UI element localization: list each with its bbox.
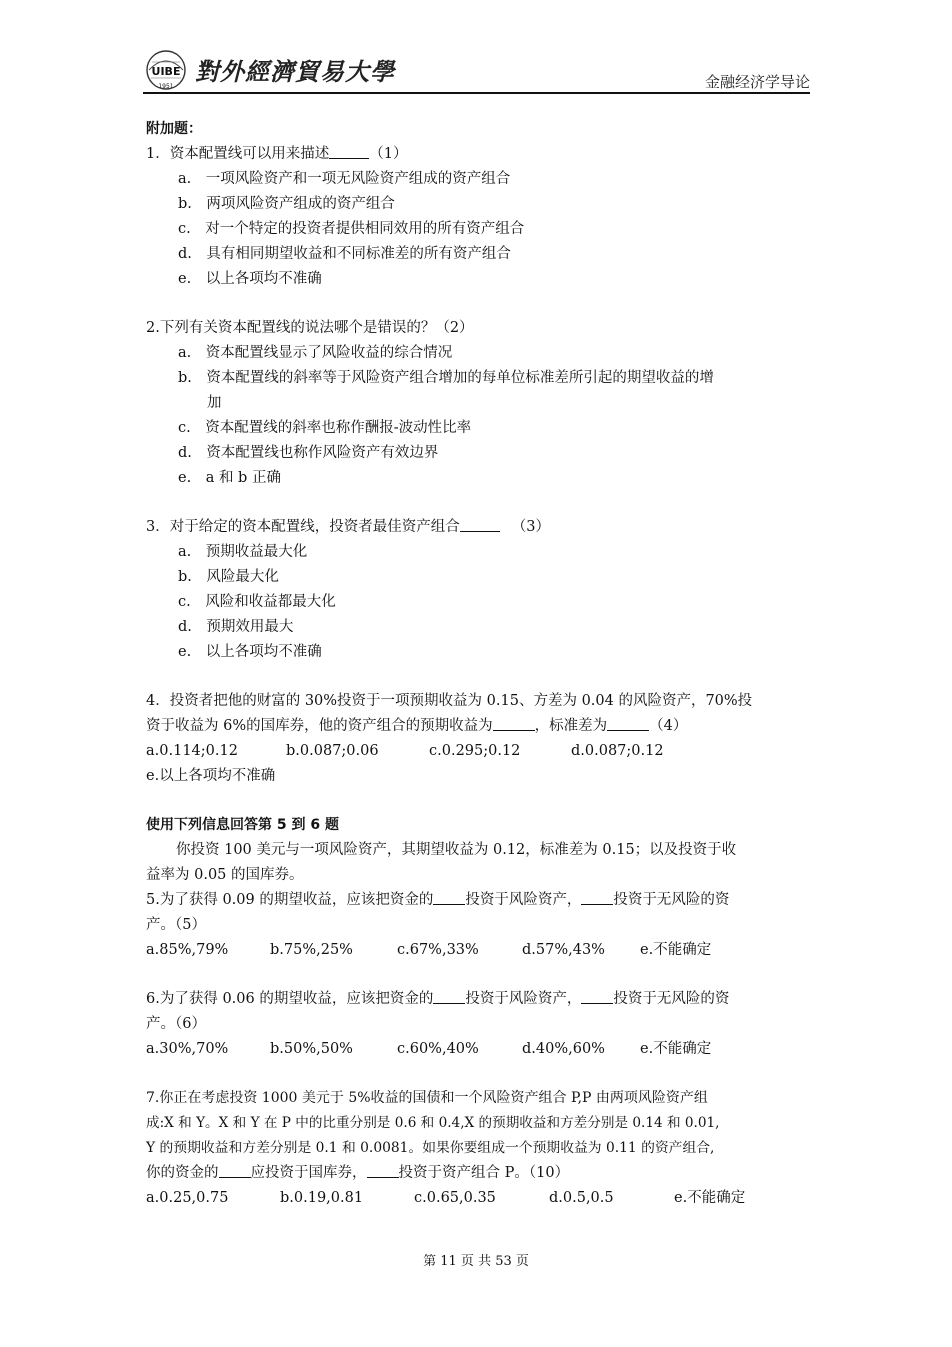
q6-choices bbox=[146, 1037, 810, 1062]
question-5-line1: 5.为了获得 0.09 的期望收益，应该把资金的 投资于风险资产， 投资于无风险的资 bbox=[146, 892, 730, 908]
q5-choice-b: b.75%,25% bbox=[270, 942, 353, 958]
q2-option-d: d. 资本配置线也称作风险资产有效边界 bbox=[178, 445, 439, 461]
q1-option-c: c. 对一个特定的投资者提供相同效用的所有资产组合 bbox=[178, 221, 525, 237]
q6-choice-e: e.不能确定 bbox=[640, 1041, 712, 1057]
university-name: 對外經濟貿易大學 bbox=[195, 57, 395, 86]
q6-choice-c: c.60%,40% bbox=[397, 1041, 479, 1057]
page-header bbox=[143, 38, 810, 94]
section-title: 附加题： bbox=[146, 121, 202, 137]
q7-choice-d: d.0.5,0.5 bbox=[549, 1190, 614, 1206]
question-7-line1: 7.你正在考虑投资 1000 美元于 5%收益的国债和一个风险资产组合 P,P 由两项风险资产组 bbox=[146, 1090, 708, 1106]
question-7-line2: 成:X 和 Y。X 和 Y 在 P 中的比重分别是 0.6 和 0.4,X 的预期收益和方差分别是 0.14 和 0.01, bbox=[146, 1115, 720, 1131]
logo-year: 1951 bbox=[158, 83, 174, 90]
q5-choice-d: d.57%,43% bbox=[522, 942, 605, 958]
info-line2: 益率为 0.05 的国库券。 bbox=[146, 867, 304, 883]
q3-option-b: b. 风险最大化 bbox=[178, 569, 279, 585]
q2-option-c: c. 资本配置线的斜率也称作酬报-波动性比率 bbox=[178, 420, 472, 436]
question-5-line2: 产。（5） bbox=[146, 917, 206, 933]
q3-option-e: e. 以上各项均不准确 bbox=[178, 644, 322, 660]
q1-option-a: a. 一项风险资产和一项无风险资产组成的资产组合 bbox=[178, 171, 511, 187]
q4-choice-a: a.0.114;0.12 bbox=[146, 743, 238, 759]
question-3-stem: 3．对于给定的资本配置线，投资者最佳资产组合 （3） bbox=[146, 519, 550, 535]
question-2-stem: 2.下列有关资本配置线的说法哪个是错误的？（2） bbox=[146, 320, 474, 336]
q5-choice-e: e.不能确定 bbox=[640, 942, 712, 958]
q5-choices bbox=[146, 938, 810, 963]
q2-option-e: e. a 和 b 正确 bbox=[178, 470, 281, 486]
q4-choice-c: c.0.295;0.12 bbox=[429, 743, 521, 759]
answer-blank bbox=[367, 1163, 399, 1178]
q1-option-e: e. 以上各项均不准确 bbox=[178, 271, 322, 287]
q2-option-b: b. 资本配置线的斜率等于风险资产组合增加的每单位标准差所引起的期望收益的增 bbox=[178, 370, 714, 386]
answer-blank bbox=[493, 716, 535, 731]
q6-choice-b: b.50%,50% bbox=[270, 1041, 353, 1057]
page-content bbox=[146, 117, 810, 1211]
logo-text: UIBE bbox=[151, 65, 181, 78]
answer-blank bbox=[329, 144, 369, 159]
question-6-line1: 6.为了获得 0.06 的期望收益，应该把资金的 投资于风险资产， 投资于无风险的资 bbox=[146, 991, 730, 1007]
q2-option-a: a. 资本配置线显示了风险收益的综合情况 bbox=[178, 345, 453, 361]
question-7-line3: Y 的预期收益和方差分别是 0.1 和 0.0081。如果你要组成一个预期收益为 0.11 的资产组合, bbox=[146, 1140, 715, 1156]
question-4-line2: 资于收益为 6%的国库券，他的资产组合的预期收益为 ，标准差为 （4） bbox=[146, 718, 688, 734]
q2-option-b-cont: 加 bbox=[207, 395, 222, 411]
info-title: 使用下列信息回答第 5 到 6 题 bbox=[146, 817, 339, 833]
answer-blank bbox=[433, 989, 465, 1004]
q5-choice-c: c.67%,33% bbox=[397, 942, 479, 958]
question-6-line2: 产。（6） bbox=[146, 1016, 206, 1032]
university-logo-icon bbox=[143, 48, 189, 94]
q4-choice-d: d.0.087;0.12 bbox=[571, 743, 664, 759]
q5-choice-a: a.85%,79% bbox=[146, 942, 229, 958]
q3-option-d: d. 预期效用最大 bbox=[178, 619, 294, 635]
question-1-stem: 1．资本配置线可以用来描述 （1） bbox=[146, 146, 408, 162]
course-title: 金融经济学导论 bbox=[704, 73, 810, 91]
q3-option-c: c. 风险和收益都最大化 bbox=[178, 594, 336, 610]
q7-choice-b: b.0.19,0.81 bbox=[280, 1190, 364, 1206]
q7-choices bbox=[146, 1186, 810, 1211]
q4-choices bbox=[146, 739, 810, 764]
page-footer: 第 11 页 共 53 页 bbox=[423, 1254, 529, 1269]
q3-option-a: a. 预期收益最大化 bbox=[178, 544, 308, 560]
q6-choice-d: d.40%,60% bbox=[522, 1041, 605, 1057]
q7-choice-e: e.不能确定 bbox=[674, 1190, 746, 1206]
question-7-line4: 你的资金的 应投资于国库券， 投资于资产组合 P。（10） bbox=[146, 1165, 570, 1181]
q4-choice-e: e.以上各项均不准确 bbox=[146, 768, 276, 784]
answer-blank bbox=[460, 517, 500, 532]
answer-blank bbox=[607, 716, 649, 731]
answer-blank bbox=[219, 1163, 251, 1178]
answer-blank bbox=[581, 890, 613, 905]
q1-option-d: d. 具有相同期望收益和不同标准差的所有资产组合 bbox=[178, 246, 511, 262]
q7-choice-a: a.0.25,0.75 bbox=[146, 1190, 229, 1206]
answer-blank bbox=[581, 989, 613, 1004]
q6-choice-a: a.30%,70% bbox=[146, 1041, 229, 1057]
question-4-line1: 4．投资者把他的财富的 30%投资于一项预期收益为 0.15、方差为 0.04 的风险资产，70%投 bbox=[146, 693, 753, 709]
q7-choice-c: c.0.65,0.35 bbox=[414, 1190, 496, 1206]
info-line1: 你投资 100 美元与一项风险资产，其期望收益为 0.12，标准差为 0.15；以及投资于收 bbox=[176, 842, 737, 858]
q1-option-b: b. 两项风险资产组成的资产组合 bbox=[178, 196, 395, 212]
q4-choice-b: b.0.087;0.06 bbox=[286, 743, 379, 759]
header-rule bbox=[143, 92, 810, 94]
answer-blank bbox=[433, 890, 465, 905]
